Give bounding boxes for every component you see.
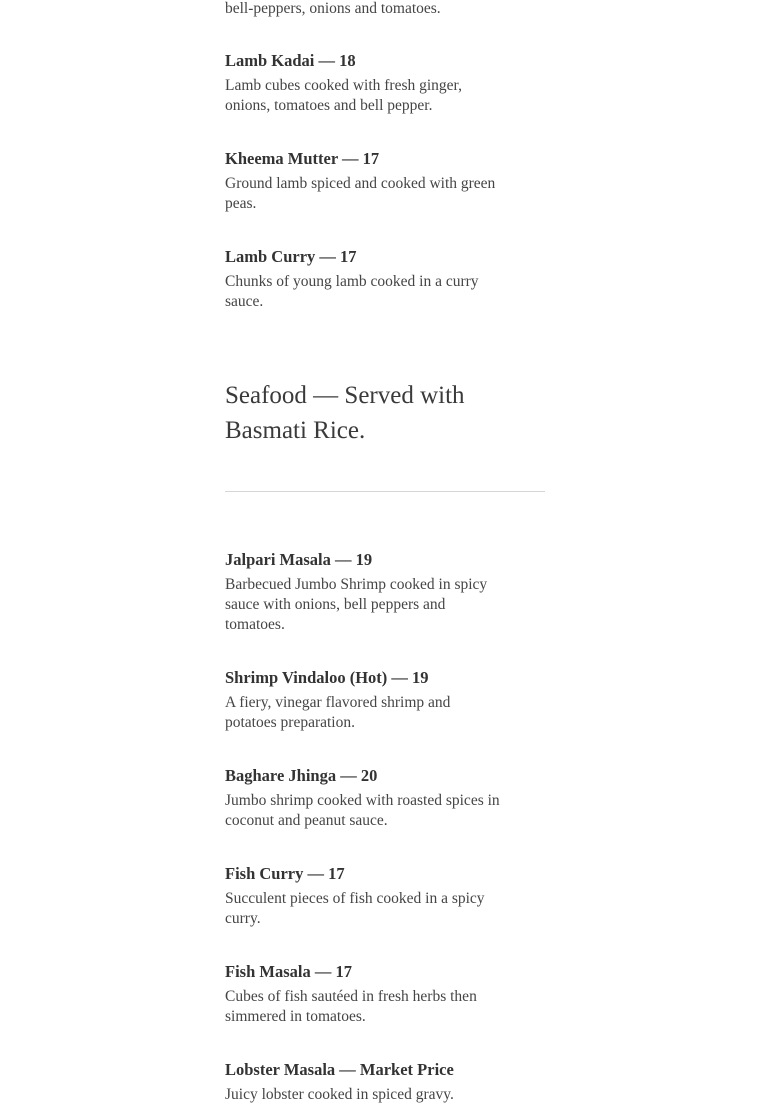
menu-item-fish-masala: [225, 962, 505, 1027]
menu-item-title: Fish Curry — 17: [225, 864, 345, 883]
menu-item-description: A fiery, vinegar flavored shrimp and potatoes preparation.: [225, 694, 451, 731]
section-heading-seafood: Seafood — Served with Basmati Rice.: [225, 382, 465, 444]
menu-item-fish-curry: [225, 864, 505, 929]
menu-item-title: Baghare Jhinga — 20: [225, 766, 378, 785]
menu-item-description: Barbecued Jumbo Shrimp cooked in spicy sauce with onions, bell peppers and tomatoes.: [225, 576, 488, 633]
menu-item-shrimp-vindaloo: [225, 668, 505, 733]
menu-item-title: Shrimp Vindaloo (Hot) — 19: [225, 668, 429, 687]
menu-item-lamb-curry: [225, 247, 505, 312]
menu-item-title: Fish Masala — 17: [225, 962, 352, 981]
menu-item-description: Juicy lobster cooked in spiced gravy.: [225, 1086, 454, 1103]
menu-item-title: Kheema Mutter — 17: [225, 149, 380, 168]
menu-item-kheema-mutter: [225, 149, 505, 214]
menu-item-description: Cubes of fish sautéed in fresh herbs then simmered in tomatoes.: [225, 988, 477, 1025]
menu-item-baghare-jhinga: [225, 766, 505, 831]
menu-item-description: Jumbo shrimp cooked with roasted spices in coconut and peanut sauce.: [225, 792, 500, 829]
menu-item-description: Chunks of young lamb cooked in a curry sauce.: [225, 273, 479, 310]
menu-item-title: Lamb Kadai — 18: [225, 51, 356, 70]
menu-item-description: Ground lamb spiced and cooked with green peas.: [225, 175, 496, 212]
menu-item-title: Jalpari Masala — 19: [225, 550, 373, 569]
carryover-description: bell-peppers, onions and tomatoes.: [225, 0, 441, 17]
menu-item-title: Lamb Curry — 17: [225, 247, 357, 266]
menu-item-lamb-kadai: [225, 51, 505, 116]
menu-item-lobster-masala: [225, 1060, 505, 1105]
section-divider: [225, 491, 545, 492]
menu-item-title: Lobster Masala — Market Price: [225, 1060, 454, 1079]
menu-item-jalpari-masala: [225, 550, 505, 635]
menu-item-description: Lamb cubes cooked with fresh ginger, onions, tomatoes and bell pepper.: [225, 77, 462, 114]
menu-item-description: Succulent pieces of fish cooked in a spicy curry.: [225, 890, 485, 927]
